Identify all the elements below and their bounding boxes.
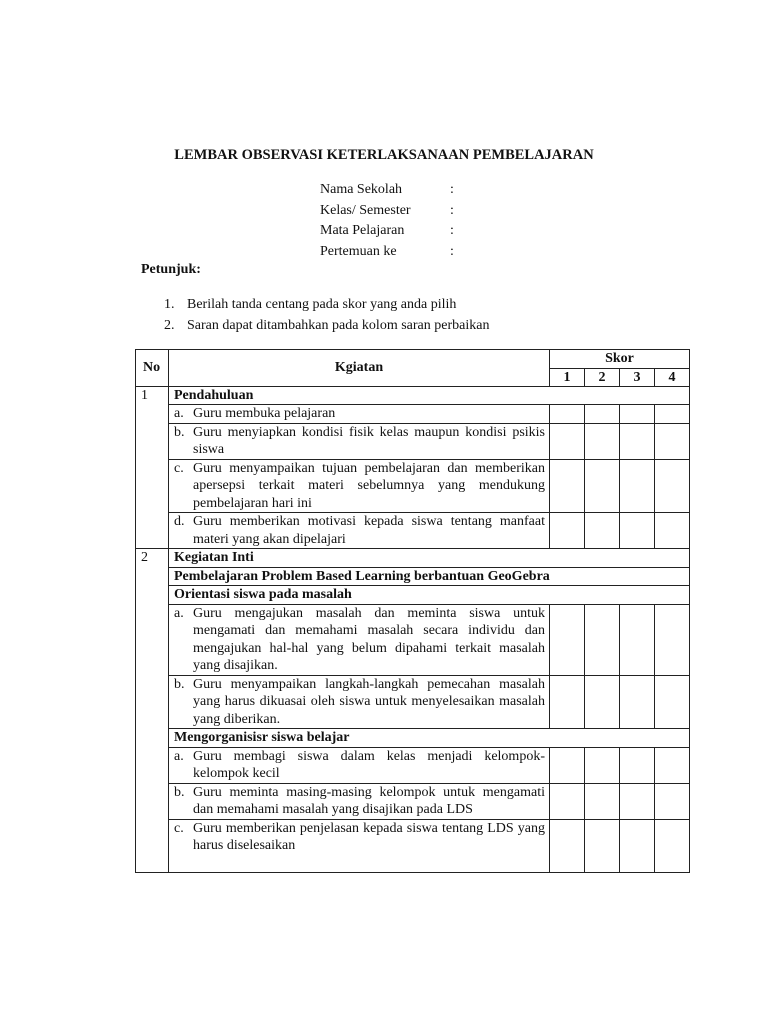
score-cell-1[interactable] [550,819,585,872]
header-score: Skor [550,350,690,369]
table-row [136,405,690,424]
instruction-number: 2. [164,318,175,333]
score-2-header: 2 [585,368,620,386]
item-text: Guru memberikan penjelasan kepada siswa tentang LDS yang harus diselesaikan [193,820,545,853]
instructions-list [164,294,489,336]
meta-row-school [320,180,454,201]
instruction-text: Saran dapat ditambahkan pada kolom saran perbaikan [187,318,490,333]
table-row [136,604,690,675]
table-row [136,386,690,405]
row-number: 1 [136,386,169,549]
header-no: No [136,350,169,387]
score-cell-4[interactable] [655,783,690,819]
score-cell-2[interactable] [585,459,620,513]
score-cell-2[interactable] [585,675,620,729]
score-cell-4[interactable] [655,747,690,783]
score-3-header: 3 [620,368,655,386]
table-row [136,549,690,568]
item-letter: d. [174,514,185,529]
score-cell-4[interactable] [655,604,690,675]
item-text: Guru menyiapkan kondisi fisik kelas maupun kondisi psikis siswa [193,424,545,457]
score-cell-2[interactable] [585,405,620,424]
meta-colon: : [450,182,454,197]
score-cell-1[interactable] [550,513,585,549]
activity-cell [169,747,550,783]
activity-cell [169,675,550,729]
score-cell-3[interactable] [620,604,655,675]
item-letter: b. [174,784,185,800]
score-cell-1[interactable] [550,604,585,675]
meta-label: Pertemuan ke [320,244,397,260]
score-cell-1[interactable] [550,783,585,819]
item-text: Guru memberikan motivasi kepada siswa tentang manfaat materi yang akan dipelajari [193,514,545,547]
score-cell-4[interactable] [655,423,690,459]
instruction-item [164,294,489,315]
score-cell-2[interactable] [585,423,620,459]
score-1-header: 1 [550,368,585,386]
score-cell-3[interactable] [620,747,655,783]
table-row [136,675,690,729]
activity-cell [169,405,550,424]
score-cell-3[interactable] [620,459,655,513]
identity-fields [320,180,454,263]
score-cell-3[interactable] [620,405,655,424]
table-row [136,423,690,459]
item-letter: a. [174,748,184,764]
instructions-heading: Petunjuk: [141,262,201,277]
observation-table [135,349,690,873]
item-text: Guru membagi siswa dalam kelas menjadi kelompok-kelompok kecil [193,748,545,781]
score-cell-4[interactable] [655,819,690,872]
activity-cell [169,513,550,549]
score-cell-1[interactable] [550,423,585,459]
row-number: 2 [136,549,169,873]
score-cell-4[interactable] [655,513,690,549]
document-title: LEMBAR OBSERVASI KETERLAKSANAAN PEMBELAJARAN [174,147,594,163]
item-letter: a. [174,605,184,621]
meta-label: Mata Pelajaran [320,223,405,239]
score-cell-2[interactable] [585,747,620,783]
score-cell-4[interactable] [655,675,690,729]
item-letter: a. [174,406,184,421]
score-cell-2[interactable] [585,783,620,819]
table-row-spacer [136,872,690,873]
score-cell-2[interactable] [585,819,620,872]
section-title: Pendahuluan [169,386,690,405]
score-cell-3[interactable] [620,783,655,819]
item-letter: b. [174,424,185,440]
table-row [136,747,690,783]
table-row [136,729,690,748]
meta-label: Kelas/ Semester [320,202,411,218]
score-cell-1[interactable] [550,405,585,424]
item-text: Guru membuka pelajaran [193,406,336,421]
item-text: Guru meminta masing-masing kelompok untuk mengamati dan memahami masalah yang disajikan pada LDS [193,784,545,817]
activity-cell [169,819,550,872]
score-cell-1[interactable] [550,747,585,783]
activity-cell [169,604,550,675]
header-activity: Kgiatan [169,350,550,387]
meta-colon: : [450,202,454,218]
meta-row-meeting [320,242,454,263]
score-cell-2[interactable] [585,513,620,549]
item-letter: c. [174,460,184,476]
item-text: Guru menyampaikan langkah-langkah pemecahan masalah yang harus dikuasai oleh siswa untuk menyelesaikan masalah yang diberikan. [193,676,545,727]
phase-title: Mengorganisisr siswa belajar [169,729,690,748]
section-title: Kegiatan Inti [169,549,690,568]
meta-colon: : [450,223,454,239]
score-cell-3[interactable] [620,513,655,549]
activity-cell [169,783,550,819]
item-text: Guru menyampaikan tujuan pembelajaran dan memberikan apersepsi terkait materi sebelumnya yang mendukung pembelajaran hari ini [193,460,545,511]
instruction-text: Berilah tanda centang pada skor yang anda pilih [187,297,457,312]
spacer-cell [169,872,690,873]
meta-row-subject [320,221,454,242]
activity-cell [169,423,550,459]
table-header-row [136,350,690,369]
table-row [136,459,690,513]
table-row [136,586,690,605]
item-letter: b. [174,676,185,692]
table-row [136,567,690,586]
instruction-item [164,315,489,336]
meta-colon: : [450,244,454,260]
table-row [136,819,690,872]
table-row [136,513,690,549]
item-text: Guru mengajukan masalah dan meminta siswa untuk mengamati dan memahami masalah secara individu dan mengajukan hal-hal yang belum dipahami terkait masalah yang disajikan. [193,605,545,673]
score-cell-4[interactable] [655,405,690,424]
meta-row-class [320,201,454,222]
phase-title: Orientasi siswa pada masalah [169,586,690,605]
score-cell-3[interactable] [620,675,655,729]
score-cell-1[interactable] [550,675,585,729]
score-cell-1[interactable] [550,459,585,513]
activity-cell [169,459,550,513]
score-cell-3[interactable] [620,819,655,872]
score-4-header: 4 [655,368,690,386]
table-row [136,783,690,819]
instruction-number: 1. [164,297,175,312]
score-cell-2[interactable] [585,604,620,675]
score-cell-3[interactable] [620,423,655,459]
score-cell-4[interactable] [655,459,690,513]
meta-label: Nama Sekolah [320,182,403,197]
item-letter: c. [174,820,184,836]
section-subtitle: Pembelajaran Problem Based Learning berbantuan GeoGebra [169,567,690,586]
